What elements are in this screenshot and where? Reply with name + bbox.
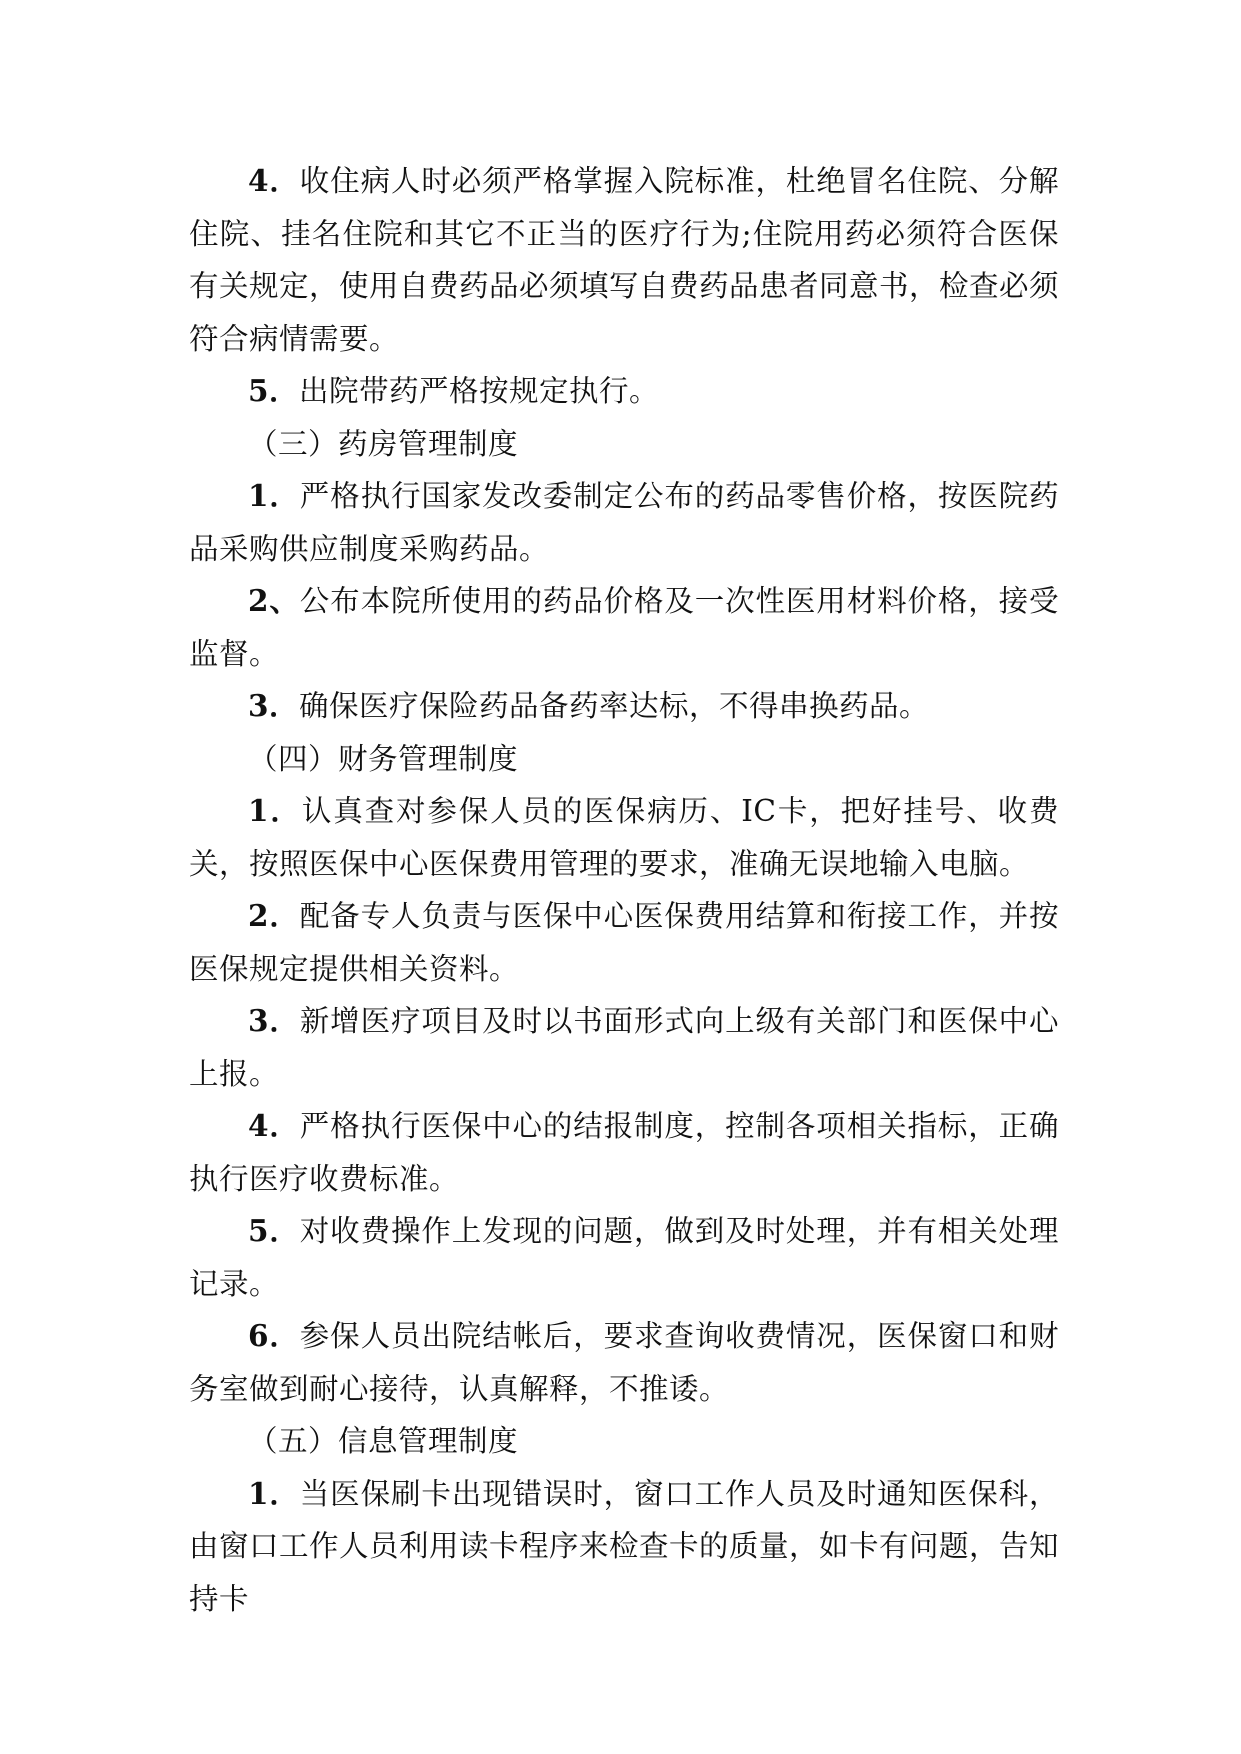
paragraph-text: 出院带药严格按规定执行。 <box>299 374 660 408</box>
paragraph-text: 新增医疗项目及时以书面形式向上级有关部门和医保中心上报。 <box>189 1004 1059 1091</box>
item-number: 1． <box>248 793 302 828</box>
paragraph-item-4 <box>189 155 1059 365</box>
section-heading-pharmacy: （三）药房管理制度 <box>248 426 519 461</box>
item-number: 5． <box>248 373 300 408</box>
item-number: 6． <box>248 1318 300 1353</box>
document-body <box>189 155 1059 1625</box>
paragraph-item-5 <box>189 1205 1059 1310</box>
item-number: 4． <box>248 1108 300 1143</box>
paragraph-item-6 <box>189 1310 1059 1415</box>
paragraph-item-3 <box>189 995 1059 1100</box>
paragraph-text: 收住病人时必须严格掌握入院标准，杜绝冒名住院、分解住院、挂名住院和其它不正当的医疗行为;住院用药必须符合医保有关规定，使用自费药品必须填写自费药品患者同意书，检查必须符合病情需要。 <box>189 164 1060 356</box>
paragraph-text: 严格执行医保中心的结报制度，控制各项相关指标，正确执行医疗收费标准。 <box>189 1109 1059 1196</box>
paragraph-text: 参保人员出院结帐后，要求查询收费情况，医保窗口和财务室做到耐心接待，认真解释，不推诿。 <box>189 1319 1059 1406</box>
paragraph-item-5 <box>189 365 1059 418</box>
item-number: 2． <box>248 898 300 933</box>
item-number: 1． <box>248 478 300 513</box>
paragraph-item-1 <box>189 785 1059 890</box>
paragraph-text: 对收费操作上发现的问题，做到及时处理，并有相关处理记录。 <box>189 1214 1059 1301</box>
item-number: 1． <box>248 1475 300 1511</box>
paragraph-item-3 <box>189 680 1059 733</box>
paragraph-text: 配备专人负责与医保中心医保费用结算和衔接工作，并按医保规定提供相关资料。 <box>189 899 1059 986</box>
paragraph-item-1 <box>189 1468 1059 1626</box>
item-number: 2、 <box>248 583 300 618</box>
section-heading-information: （五）信息管理制度 <box>248 1424 519 1458</box>
paragraph-text: 公布本院所使用的药品价格及一次性医用材料价格，接受监督。 <box>189 584 1059 671</box>
paragraph-text: 当医保刷卡出现错误时，窗口工作人员及时通知医保科，由窗口工作人员利用读卡程序来检查卡的质量，如卡有问题，告知持卡 <box>189 1476 1060 1616</box>
paragraph-item-2 <box>189 890 1059 995</box>
item-number: 4． <box>248 163 300 198</box>
paragraph-item-1 <box>189 470 1059 575</box>
item-number: 5． <box>248 1213 300 1248</box>
section-heading-finance: （四）财务管理制度 <box>248 741 519 776</box>
item-number: 3． <box>248 1003 300 1038</box>
paragraph-text: 认真查对参保人员的医保病历、IC卡，把好挂号、收费关，按照医保中心医保费用管理的要求，准确无误地输入电脑。 <box>189 794 1059 881</box>
paragraph-text: 严格执行国家发改委制定公布的药品零售价格，按医院药品采购供应制度采购药品。 <box>189 479 1059 566</box>
paragraph-text: 确保医疗保险药品备药率达标，不得串换药品。 <box>299 689 930 723</box>
paragraph-item-2 <box>189 575 1059 680</box>
item-number: 3． <box>248 688 300 723</box>
paragraph-item-4 <box>189 1100 1059 1205</box>
